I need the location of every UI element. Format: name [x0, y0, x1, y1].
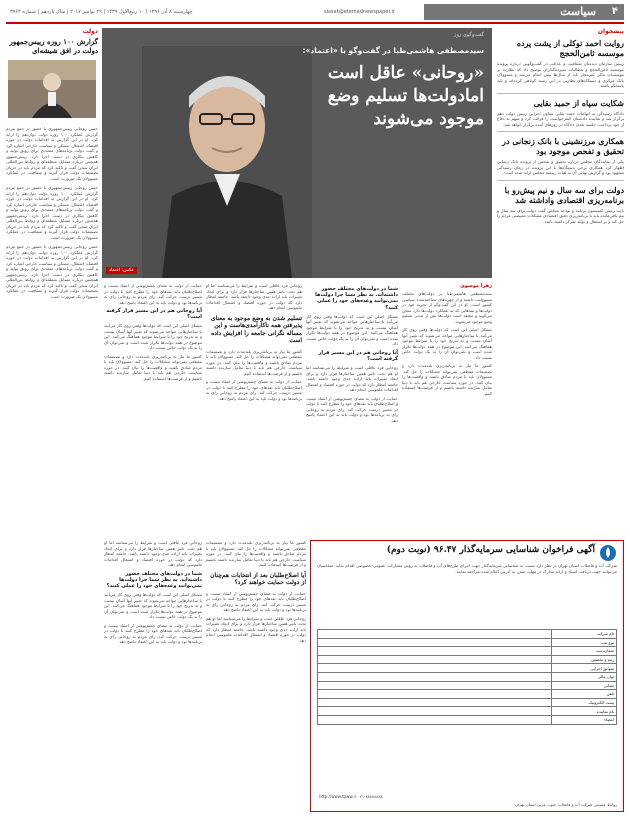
ad-form-row [318, 647, 617, 656]
tender-advertisement [310, 540, 624, 812]
interview-question: آیا روحانی هم در این مسیر قرار گرفته است؟ [318, 349, 398, 363]
ad-form-cell [318, 647, 552, 656]
article-text: حمایت از دولت به معنای چشم‌پوشی از انتقاد نیست و اصلاح‌طلبان باید نقدهای خود را مطرح کنند تا دولت در مسیر درست حرکت کند. رای مردم به روحانی رای به برنامه‌ها بود و دولت باید به این اعتماد پاسخ دهد. [206, 379, 302, 401]
article-text: مشکل اصلی این است که دولت‌ها وقتی روی کار می‌آیند با ساختارهایی مواجه می‌شوند که تغییر آنها آسان نیست و به تدریج خود را با شرایط موجود هماهنگ می‌کنند. این موضوع در همه دولت‌ها تکرار شده است و نمی‌توان آن را به یک دولت خاص نسبت داد. [306, 313, 398, 347]
ad-form-label: توان مالی [552, 672, 617, 681]
article-column [402, 283, 492, 538]
news-title: شکایت سپاه از حمید بقایی [533, 97, 624, 108]
article-text: مشکل اصلی این است که دولت‌ها وقتی روی کار می‌آیند با ساختارهایی مواجه می‌شوند که تغییر آنها آسان نیست و به تدریج خود را با شرایط موجود هماهنگ می‌کنند. این موضوع در همه دولت‌ها تکرار شده است و نمی‌توان آن را به یک دولت خاص نسبت داد. [104, 592, 202, 620]
ad-form-label: نوع ثبت [552, 638, 617, 647]
page-number: ۴ [611, 6, 618, 17]
feature-kicker: سیدمصطفی هاشمی‌طبا در گفت‌وگو با «اعتماد»: [302, 46, 484, 55]
ad-form-label: رتبه و تخصص [552, 655, 617, 664]
ad-form-row [318, 630, 617, 639]
divider [497, 93, 624, 94]
article-column [104, 283, 202, 538]
article-text: کشور ما نیاز به برنامه‌ریزی بلندمدت دارد و تصمیمات مقطعی نمی‌تواند مشکلات را حل کند. مسوولان باید با مردم صادق باشند و واقعیت‌ها را بیان کنند. در حوزه سیاست خارجی هم باید با دنیا تعامل سازنده داشته باشیم و از فرصت‌ها استفاده کنیم. [104, 353, 202, 381]
ad-form-label: تلفن [552, 690, 617, 699]
news-item [497, 98, 624, 128]
ad-form-cell [318, 707, 552, 716]
ad-form-row [318, 690, 617, 699]
divider [497, 131, 624, 132]
divider [497, 180, 624, 181]
section-header-bar [424, 4, 624, 20]
ad-form-row [318, 681, 617, 690]
ad-form-cell [318, 690, 552, 699]
news-body: دادگاه رسیدگی به اتهامات حمید بقایی معاون اجرایی رییس دولت دهم برگزار شد و نماینده دادستان کیفرخواست را قرائت کرد و متهم به دفاع از خود پرداخت. جلسه بعدی دادگاه در روزهای آینده برگزار خواهد شد. [497, 110, 624, 127]
ad-form-row [318, 638, 617, 647]
feature-header [102, 28, 492, 278]
left-story-body: حسن روحانی رییس‌جمهوری با حضور در جمع مردم گزارش عملکرد ۱۰۰ روزه دولت دوازدهم را ارایه کرد. او در این گزارش به اقدامات دولت در حوزه اقتصاد، اشتغال، مسکن و سیاست خارجی اشاره کرد و گفت دولت برنامه‌های متعددی برای رونق تولید و کاهش بیکاری در دست اجرا دارد. رییس‌جمهور همچنین درباره مسایل منطقه‌ای و روابط بین‌المللی ایران سخن گفت و تاکید کرد که مردم باید در جریان تصمیمات دولت قرار گیرند و شفافیت در عملکرد مسوولان یک ضرورت است. [6, 126, 98, 181]
news-title: همکاری مرزنشینی با بانک زنجانی در تحقیق و تفحص موجود بود [502, 136, 624, 156]
ad-form-label: نام شرکت [552, 630, 617, 639]
article-text: مشکل اصلی این است که دولت‌ها وقتی روی کار می‌آیند با ساختارهایی مواجه می‌شوند که تغییر آنها آسان نیست و به تدریج خود را با شرایط موجود هماهنگ می‌کنند. این موضوع در همه دولت‌ها تکرار شده است و نمی‌توان آن را به یک دولت خاص نسبت داد. [402, 327, 492, 360]
ad-form-row [318, 655, 617, 664]
website-address[interactable]: siasat@etemadnewspaper.ir [324, 9, 395, 15]
water-company-logo-icon [599, 544, 617, 562]
news-item [497, 136, 624, 176]
article-text: حمایت از دولت به معنای چشم‌پوشی از انتقاد نیست و اصلاح‌طلبان باید نقدهای خود را مطرح کنند تا دولت در مسیر درست حرکت کند. رای مردم به روحانی رای به برنامه‌ها بود و دولت باید به این اعتماد پاسخ دهد. [104, 283, 202, 305]
news-title: روایت احمد توکلی از پشت پرده موسسه ثامن‌الحجج [516, 38, 624, 58]
byline: زهرا موسوی [460, 283, 492, 289]
news-item [497, 185, 624, 225]
article-text: حمایت از دولت به معنای چشم‌پوشی از انتقاد نیست و اصلاح‌طلبان باید نقدهای خود را مطرح کنند تا دولت در مسیر درست حرکت کند. رای مردم به روحانی رای به برنامه‌ها بود و دولت باید به این اعتماد پاسخ دهد. [306, 395, 398, 423]
ad-form-cell [318, 672, 552, 681]
article-text: روحانی فرد عاقلی است و شرایط را می‌شناسد اما او هم تحت تاثیر همین ساختارها قرار دارد و برای ایجاد تغییرات باید اراده جدی وجود داشته باشد. جامعه انتظار دارد که دولت در حوزه اقتصاد و اشتغال اقدامات ملموسی انجام دهد. [306, 365, 398, 393]
section-tag: گفت‌وگوی روز [454, 32, 484, 38]
masthead [6, 4, 624, 20]
header-divider [6, 22, 624, 24]
column-label: دولت [82, 28, 98, 35]
ad-contact[interactable]: http://www.tpww.ir ۰۲۱-۸۸۸۸۸۸۸۸ [319, 794, 383, 799]
ad-form-label: شماره ثبت [552, 647, 617, 656]
interview-question: شما در دولت‌های مختلف حضور داشته‌اید. به نظر شما چرا دولت‌ها نمی‌توانند وعده‌های خود را عملی کنند؟ [106, 570, 202, 589]
ad-form-row [318, 707, 617, 716]
column-label: پیشخوان [597, 28, 624, 35]
left-news-column [6, 28, 98, 813]
ad-form-cell [318, 638, 552, 647]
news-body: یکی از نمایندگان مجلس درباره تحقیق و تفحص از پرونده بابک زنجانی اظهار کرد همکاری برخی دستگاه‌ها با این پرونده در زمان رسیدگی مشهود بود و گزارش نهایی آن به هیات رییسه مجلس ارایه شده است. [497, 159, 624, 175]
president-photo [8, 60, 96, 118]
article-column [206, 540, 306, 810]
ad-footer: روابط عمومی شرکت آب و فاضلاب جنوب غربی استان تهران [515, 802, 617, 807]
ad-form-row [318, 672, 617, 681]
article-text: مشکل اصلی این است که دولت‌ها وقتی روی کار می‌آیند با ساختارهایی مواجه می‌شوند که تغییر آنها آسان نیست و به تدریج خود را با شرایط موجود هماهنگ می‌کنند. این موضوع در همه دولت‌ها تکرار شده است و نمی‌توان آن را به یک دولت خاص نسبت داد. [104, 323, 202, 351]
news-body: رییس سازمان دیده‌بان شفافیت و عدالت در گفت‌وگویی درباره پرونده موسسه ثامن‌الحجج و مطالبات سپرده‌گذاران توضیح داد که نظارت بر موسسات مالی غیرمجاز باید از سال‌ها پیش انجام می‌شد و مسوولان بانک مرکزی و دستگاه‌های نظارتی در این زمینه کوتاهی کرده‌اند و باید پاسخگو باشند. [497, 61, 624, 88]
article-text: روحانی فرد عاقلی است و شرایط را می‌شناسد اما او هم تحت تاثیر همین ساختارها قرار دارد و برای ایجاد تغییرات باید اراده جدی وجود داشته باشد. جامعه انتظار دارد که دولت در حوزه اقتصاد و اشتغال اقدامات ملموسی انجام دهد. [104, 540, 202, 567]
ad-title: آگهی فراخوان شناسایی سرمایه‌گذار ۹۶.۴۷ (نوبت دوم) [386, 545, 595, 555]
ad-form-row [318, 698, 617, 707]
section-title: سیاست [560, 5, 596, 18]
ad-intro: شرکت آب و فاضلاب استان تهران در نظر دارد نسبت به شناسایی سرمایه‌گذار جهت اجرای طرح‌های آب و فاضلاب به روش مشارکت عمومی-خصوصی اقدام نماید. متقاضیان می‌توانند جهت دریافت اسناد و ارایه مدارک در مهلت مقرر به آدرس اعلام شده مراجعه نمایند. [317, 563, 617, 574]
ad-form-label: امضاء [552, 715, 617, 724]
article-text: کشور ما نیاز به برنامه‌ریزی بلندمدت دارد و تصمیمات مقطعی نمی‌تواند مشکلات را حل کند. مسوولان باید با مردم صادق باشند و واقعیت‌ها را بیان کنند. در حوزه سیاست خارجی هم باید با دنیا تعامل سازنده داشته باشیم و از فرصت‌ها استفاده کنیم. [206, 540, 306, 567]
article-text: کشور ما نیاز به برنامه‌ریزی بلندمدت دارد و تصمیمات مقطعی نمی‌تواند مشکلات را حل کند. مسوولان باید با مردم صادق باشند و واقعیت‌ها را بیان کنند. در حوزه سیاست خارجی هم باید با دنیا تعامل سازنده داشته باشیم و از فرصت‌ها استفاده کنیم. [402, 363, 492, 396]
feature-headline: «روحانی» عاقل است امادولت‌ها تسلیم وضع موجود می‌شوند [327, 63, 484, 129]
ad-form-row [318, 715, 617, 724]
ad-form-table [317, 629, 617, 725]
ad-form-cell [318, 655, 552, 664]
article-text: حمایت از دولت به معنای چشم‌پوشی از انتقاد نیست و اصلاح‌طلبان باید نقدهای خود را مطرح کنند تا دولت در مسیر درست حرکت کند. رای مردم به روحانی رای به برنامه‌ها بود و دولت باید به این اعتماد پاسخ دهد. [104, 622, 202, 645]
pull-quote: آیا اصلاح‌طلبان بعد از انتخابات هم‌چنان از دولت حمایت خواهند کرد؟ [210, 571, 306, 586]
news-body: نایب رییس کمیسیون برنامه و بودجه مجلس گفت دولت برای سه سال و نیم باقی‌مانده باید با برنامه‌ریزی دقیق اقتصادی مشکلات معیشتی مردم را حل کند و بر اشتغال و تولید تمرکز داشته باشد. [496, 207, 624, 224]
article-text: روحانی فرد عاقلی است و شرایط را می‌شناسد اما او هم تحت تاثیر همین ساختارها قرار دارد و برای ایجاد تغییرات باید اراده جدی وجود داشته باشد. جامعه انتظار دارد که دولت در حوزه اقتصاد و اشتغال اقدامات ملموسی انجام دهد. [206, 615, 306, 643]
left-story-body-cont: حسن روحانی رییس‌جمهوری با حضور در جمع مردم گزارش عملکرد ۱۰۰ روزه دولت دوازدهم را ارایه کرد. او در این گزارش به اقدامات دولت در حوزه اقتصاد، اشتغال، مسکن و سیاست خارجی اشاره کرد و گفت دولت برنامه‌های متعددی برای رونق تولید و کاهش بیکاری در دست اجرا دارد. رییس‌جمهور همچنین درباره مسایل منطقه‌ای و روابط بین‌المللی ایران سخن گفت و تاکید کرد که مردم باید در جریان تصمیمات دولت قرار گیرند و شفافیت در عملکرد مسوولان یک ضرورت است. [6, 185, 98, 240]
left-story-title: گزارش ۱۰۰ روزه رییس‌جمهور دولت در افق شیشه‌ای [9, 37, 98, 55]
article-text: روحانی فرد عاقلی است و شرایط را می‌شناسد اما او هم تحت تاثیر همین ساختارها قرار دارد و برای ایجاد تغییرات باید اراده جدی وجود داشته باشد. جامعه انتظار دارد که دولت در حوزه اقتصاد و اشتغال اقدامات ملموسی انجام دهد. [206, 283, 302, 310]
pull-quote: تسلیم شدن به وضع موجود به معنای پذیرفتن همه ناکارآمدی‌هاست و این مساله نگرانی جامعه را افزایش داده است [210, 314, 302, 344]
interview-question: شما در دولت‌های مختلف حضور داشته‌اید. به نظر شما چرا دولت‌ها نمی‌توانند وعده‌های خود را عملی کنند؟ [315, 286, 398, 311]
photo-credit: عکس: اعتماد [106, 267, 137, 274]
interviewee-portrait [142, 46, 312, 278]
news-item [497, 38, 624, 89]
article-column [104, 540, 202, 810]
news-title: دولت برای سه سال و نیم پیش‌رو با برنامه‌ریزی اقتصادی واداشته شد [504, 184, 624, 205]
ad-form-label: نشانی [552, 681, 617, 690]
ad-form-label: پست الکترونیک [552, 698, 617, 707]
ad-form-cell [318, 681, 552, 690]
ad-form-cell [318, 664, 552, 673]
left-story-body-cont: حسن روحانی رییس‌جمهوری با حضور در جمع مردم گزارش عملکرد ۱۰۰ روزه دولت دوازدهم را ارایه کرد. او در این گزارش به اقدامات دولت در حوزه اقتصاد، اشتغال، مسکن و سیاست خارجی اشاره کرد و گفت دولت برنامه‌های متعددی برای رونق تولید و کاهش بیکاری در دست اجرا دارد. رییس‌جمهور همچنین درباره مسایل منطقه‌ای و روابط بین‌المللی ایران سخن گفت و تاکید کرد که مردم باید در جریان تصمیمات دولت قرار گیرند و شفافیت در عملکرد مسوولان یک ضرورت است. [6, 244, 98, 299]
article-column [306, 283, 398, 538]
ad-form-label: سوابق اجرایی [552, 664, 617, 673]
ad-form-cell [318, 630, 552, 639]
article-text: کشور ما نیاز به برنامه‌ریزی بلندمدت دارد و تصمیمات مقطعی نمی‌تواند مشکلات را حل کند. مسوولان باید با مردم صادق باشند و واقعیت‌ها را بیان کنند. در حوزه سیاست خارجی هم باید با دنیا تعامل سازنده داشته باشیم و از فرصت‌ها استفاده کنیم. [206, 348, 302, 376]
article-text: حمایت از دولت به معنای چشم‌پوشی از انتقاد نیست و اصلاح‌طلبان باید نقدهای خود را مطرح کنند تا دولت در مسیر درست حرکت کند. رای مردم به روحانی رای به برنامه‌ها بود و دولت باید به این اعتماد پاسخ دهد. [206, 590, 306, 612]
ad-form-cell [318, 715, 552, 724]
ad-form-cell [318, 698, 552, 707]
interview-question: آیا روحانی هم در این مسیر قرار گرفته است؟ [106, 308, 202, 321]
ad-form-label: نام نماینده [552, 707, 617, 716]
article-intro: سیدمصطفی هاشمی‌طبا در دولت‌های مختلف مسوولیت داشته و از چهره‌های شناخته‌شده سیاسی کشور است. او در این گفت‌وگو از تجربه خود در دولت‌ها و نقدهایی که به عملکرد دولت‌ها دارد سخن می‌گوید و معتقد است دولت‌ها پس از مدتی تسلیم وضع موجود می‌شوند. [402, 291, 492, 324]
article-column [206, 283, 302, 538]
ad-form-row [318, 664, 617, 673]
edition-line: چهارشنبه ۸ آذر ۱۳۹۶ | ۱۰ ربیع‌الاول ۱۴۳۹ | ۲۹ نوامبر ۲۰۱۷ | سال یازدهم | شماره ۳۹۶۴ [10, 9, 193, 15]
